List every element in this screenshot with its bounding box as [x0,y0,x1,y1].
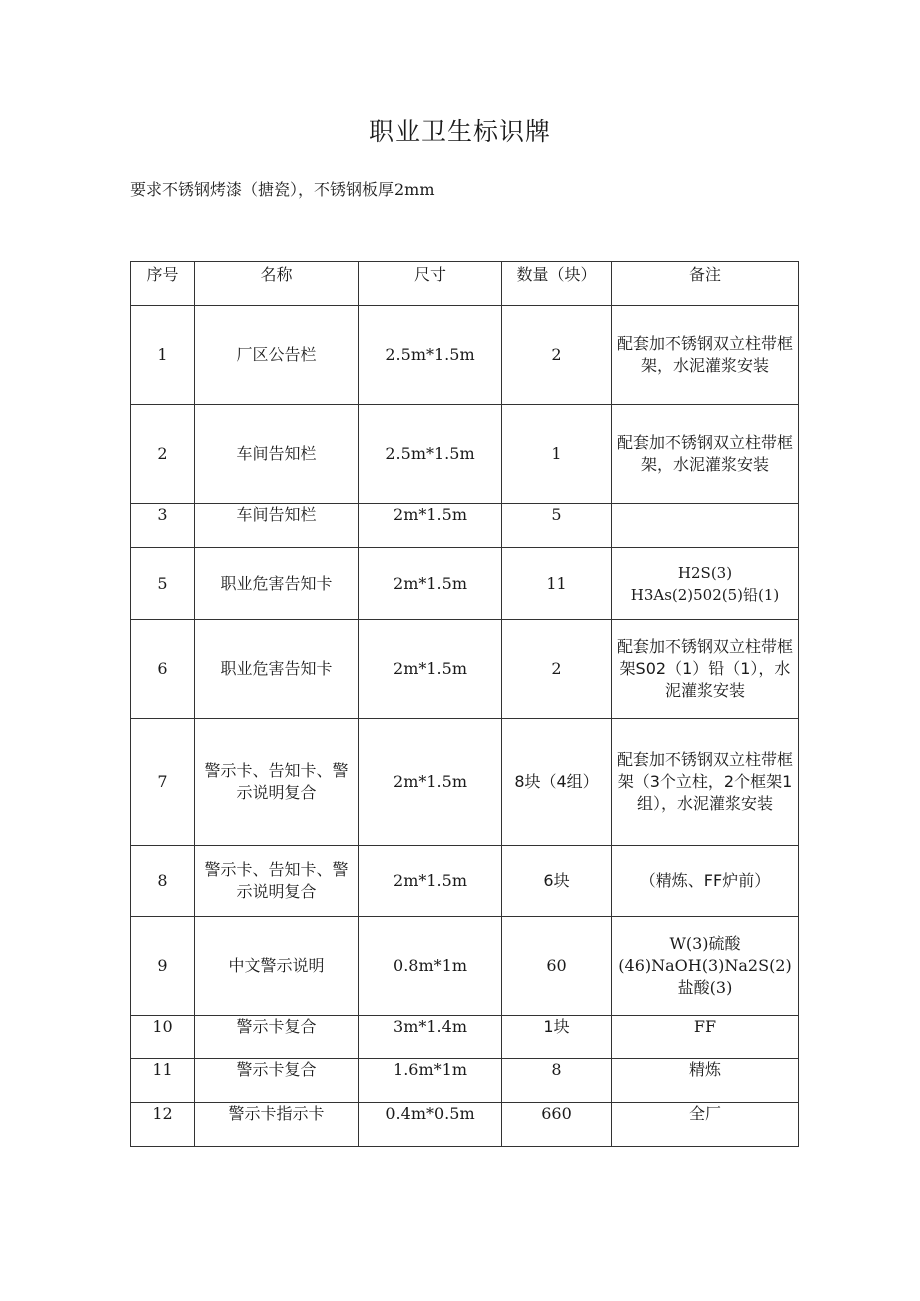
cell-name: 职业危害告知卡 [195,548,359,620]
requirement-text: 要求不锈钢烤漆（搪瓷），不锈钢板厚2mm [130,180,435,199]
cell-name: 警示卡指示卡 [195,1103,359,1147]
cell-size: 2m*1.5m [359,719,502,846]
cell-size: 2m*1.5m [359,846,502,917]
cell-note: H2S(3) H3As(2)502(5)铅(1) [612,548,799,620]
cell-note: 全厂 [612,1103,799,1147]
cell-qty: 1 [502,405,612,504]
table-row [131,1103,799,1147]
cell-size: 2.5m*1.5m [359,405,502,504]
cell-note: （精炼、FF炉前） [612,846,799,917]
cell-note: W(3)硫酸(46)NaOH(3)Na2S(2)盐酸(3) [612,917,799,1016]
cell-note: 精炼 [612,1059,799,1103]
cell-no: 10 [131,1016,195,1059]
table-header-row [131,262,799,306]
cell-name: 厂区公告栏 [195,306,359,405]
cell-no: 8 [131,846,195,917]
table-row [131,1016,799,1059]
cell-qty: 11 [502,548,612,620]
cell-no: 6 [131,620,195,719]
cell-name: 中文警示说明 [195,917,359,1016]
table-row [131,620,799,719]
table-row [131,917,799,1016]
cell-name: 车间告知栏 [195,405,359,504]
table-row [131,405,799,504]
cell-qty: 660 [502,1103,612,1147]
table-row [131,548,799,620]
cell-name: 职业危害告知卡 [195,620,359,719]
cell-size: 3m*1.4m [359,1016,502,1059]
cell-note: FF [612,1016,799,1059]
cell-no: 5 [131,548,195,620]
cell-size: 2m*1.5m [359,504,502,548]
cell-size: 1.6m*1m [359,1059,502,1103]
cell-no: 9 [131,917,195,1016]
header-note: 备注 [612,262,799,306]
header-qty: 数量（块） [502,262,612,306]
cell-qty: 2 [502,306,612,405]
cell-qty: 6块 [502,846,612,917]
cell-size: 0.8m*1m [359,917,502,1016]
table-row [131,719,799,846]
cell-size: 2.5m*1.5m [359,306,502,405]
cell-note: 配套加不锈钢双立柱带框架（3个立柱，2个框架1组），水泥灌浆安装 [612,719,799,846]
cell-qty: 8块（4组） [502,719,612,846]
cell-qty: 60 [502,917,612,1016]
table-row [131,306,799,405]
table-row [131,1059,799,1103]
cell-no: 12 [131,1103,195,1147]
cell-name: 警示卡复合 [195,1059,359,1103]
cell-name: 警示卡、告知卡、警示说明复合 [195,846,359,917]
cell-qty: 5 [502,504,612,548]
cell-no: 7 [131,719,195,846]
table-row [131,846,799,917]
header-no: 序号 [131,262,195,306]
cell-size: 2m*1.5m [359,620,502,719]
cell-qty: 1块 [502,1016,612,1059]
cell-name: 车间告知栏 [195,504,359,548]
signage-table [130,261,799,1147]
cell-no: 3 [131,504,195,548]
cell-size: 2m*1.5m [359,548,502,620]
cell-no: 1 [131,306,195,405]
cell-qty: 2 [502,620,612,719]
page-title: 职业卫生标识牌 [368,117,551,146]
header-size: 尺寸 [359,262,502,306]
cell-no: 11 [131,1059,195,1103]
header-name: 名称 [195,262,359,306]
cell-note: 配套加不锈钢双立柱带框架S02（1）铅（1），水泥灌浆安装 [612,620,799,719]
cell-no: 2 [131,405,195,504]
cell-size: 0.4m*0.5m [359,1103,502,1147]
cell-name: 警示卡复合 [195,1016,359,1059]
cell-qty: 8 [502,1059,612,1103]
cell-note: 配套加不锈钢双立柱带框架，水泥灌浆安装 [612,306,799,405]
table-row [131,504,799,548]
cell-note: 配套加不锈钢双立柱带框架，水泥灌浆安装 [612,405,799,504]
cell-note [612,504,799,548]
cell-name: 警示卡、告知卡、警示说明复合 [195,719,359,846]
